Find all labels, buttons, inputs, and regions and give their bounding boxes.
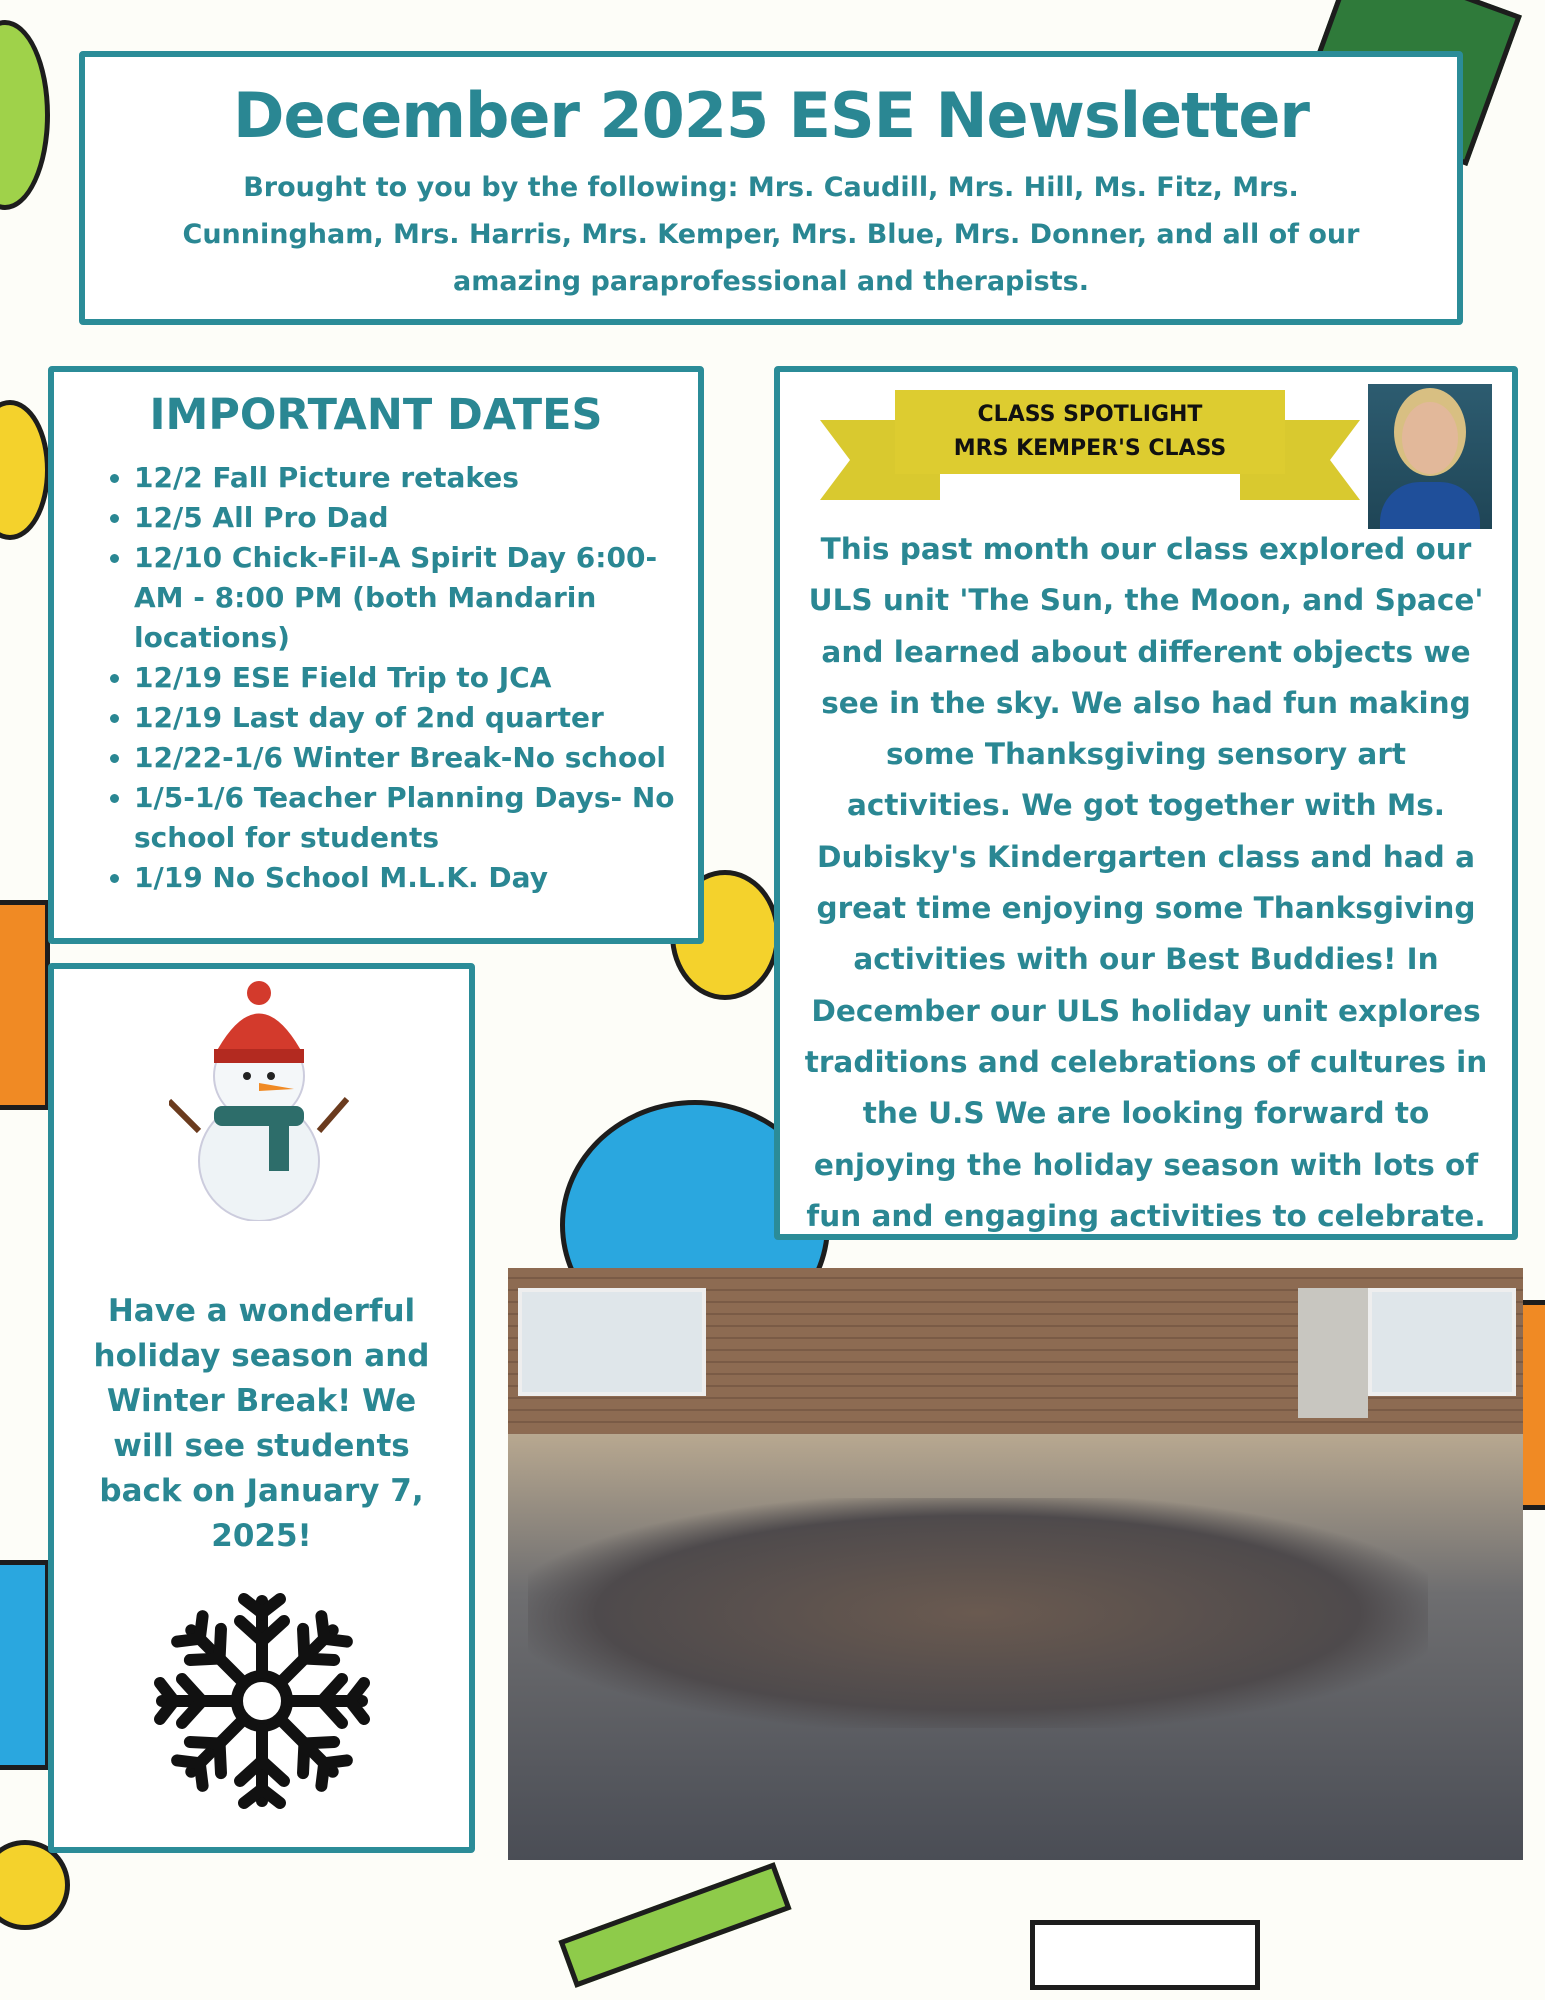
- photo-window: [1368, 1288, 1516, 1396]
- portrait-face: [1402, 402, 1458, 474]
- holiday-message: Have a wonderful holiday season and Winter Break! We will see students back on January 7, 2025!: [93, 1293, 430, 1554]
- list-item: • 12/19 Last day of 2nd quarter: [134, 698, 678, 738]
- backpack-doodle: [0, 900, 50, 1110]
- contributors-text: Brought to you by the following: Mrs. Caudill, Mrs. Hill, Ms. Fitz, Mrs. Cunningham, Mrs. Harris, Mrs. Kemper, Mrs. Blue, Mrs. Donner, and all of our amazing paraprofessional and therapists.: [182, 172, 1360, 297]
- apple-doodle: [0, 400, 50, 540]
- list-item: • 12/22-1/6 Winter Break-No school: [134, 738, 678, 778]
- spotlight-banner: [820, 390, 1360, 500]
- list-item: • 1/5-1/6 Teacher Planning Days- No school for students: [134, 778, 678, 858]
- important-dates-title: IMPORTANT DATES: [149, 390, 603, 440]
- newsletter-header: [79, 51, 1463, 325]
- spotlight-body: This past month our class explored our ULS unit 'The Sun, the Moon, and Space' and learned about different objects we see in the sky. We also had fun making some Thanksgiving sensory art activities. We got together with Ms. Dubisky's Kindergarten class and had a great time enjoying some Thanksgiving activities with our Best Buddies! In December our ULS holiday unit explores traditions and celebrations of cultures in the U.S We are looking forward to enjoying the holiday season with lots of fun and engaging activities to celebrate.: [804, 532, 1488, 1233]
- photo-children-group: [528, 1498, 1428, 1728]
- list-item: • 12/2 Fall Picture retakes: [134, 458, 678, 498]
- important-dates-panel: [48, 366, 704, 944]
- globe-doodle: [0, 20, 50, 210]
- list-item: • 12/19 ESE Field Trip to JCA: [134, 658, 678, 698]
- book-doodle: [0, 1560, 50, 1770]
- class-group-photo: [508, 1268, 1523, 1860]
- newsletter-title: December 2025 ESE Newsletter: [233, 79, 1309, 152]
- class-spotlight-panel: [774, 366, 1518, 1240]
- list-item: • 1/19 No School M.L.K. Day: [134, 858, 678, 898]
- portrait-body: [1380, 482, 1480, 529]
- ruler-doodle: [1030, 1920, 1260, 1990]
- clock-doodle: [0, 1840, 70, 1930]
- photo-window: [518, 1288, 706, 1396]
- banner-line-2: MRS KEMPER'S CLASS: [953, 436, 1227, 461]
- snowflake-icon: [152, 1591, 372, 1811]
- teacher-portrait: [1368, 384, 1492, 529]
- holiday-message-panel: [48, 963, 475, 1853]
- list-item: • 12/10 Chick-Fil-A Spirit Day 6:00-AM - 8:00 PM (both Mandarin locations): [134, 538, 678, 658]
- ribbon-label: [895, 390, 1285, 474]
- banner-line-1: CLASS SPOTLIGHT: [977, 402, 1203, 427]
- snowman-icon: [169, 981, 349, 1221]
- dates-list: [54, 458, 698, 898]
- list-item: • 12/5 All Pro Dad: [134, 498, 678, 538]
- photo-door: [1298, 1288, 1368, 1418]
- scissors-doodle: [558, 1862, 791, 1988]
